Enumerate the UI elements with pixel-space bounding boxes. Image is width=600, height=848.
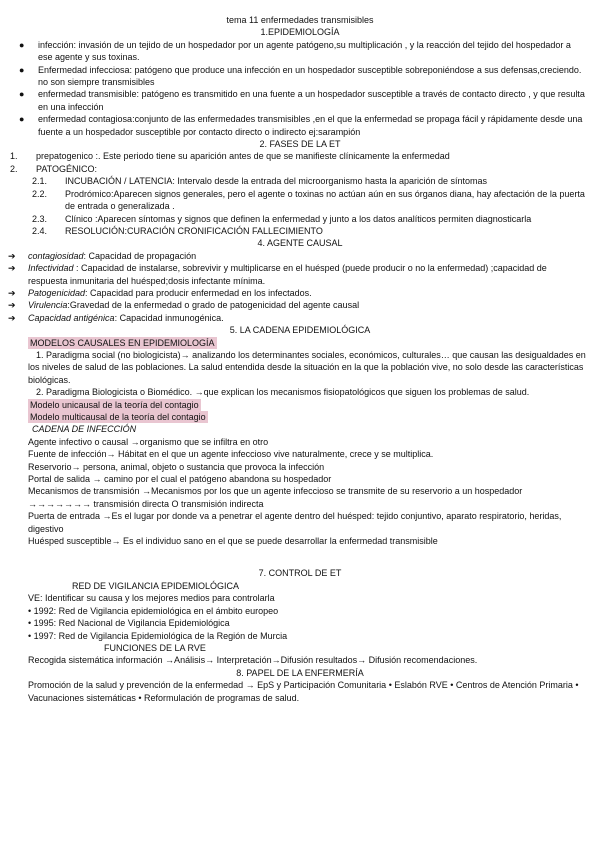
bullet-icon: ● [19,114,25,125]
bullet-icon: ● [19,39,25,50]
list-item: 2.4. RESOLUCIÓN:CURACIÓN CRONIFICACIÓN FALLECIMIENTO [32,225,323,236]
chain-item: Reservorio→ persona, animal, objeto o sustancia que provoca la infección [28,461,325,472]
document-title: tema 11 enfermedades transmisibles [226,15,374,25]
chain-item: Portal de salida → camino por el cual el patógeno abandona su hospedador [28,474,332,485]
paragraph: VE: Identificar su causa y los mejores medios para controlarla [28,593,275,604]
chain-title: CADENA DE INFECCIÓN [32,424,137,435]
list-item: • 1995: Red Nacional de Vigilancia Epidemiológica [28,618,230,629]
paragraph: 1. Paradigma social (no biologicista)→ analizando los determinantes sociales, económicos, culturales… que causan las desigualdades en los niveles de salud de las poblaciones. La salud entendida desde la situación en la que la población vive, no solo desde las características biológicas. [28,349,586,385]
subheading: FUNCIONES DE LA RVE [104,642,206,653]
arrow-icon: ➔ [8,250,16,261]
list-item: ➔ Capacidad antigénica: Capacidad inmunogénica. [8,312,224,323]
arrow-icon: ➔ [8,263,16,274]
section-1-heading: 1.EPIDEMIOLOGÍA [260,27,340,38]
list-item: 2.1. INCUBACIÓN / LATENCIA: Intervalo desde la entrada del microorganismo hasta la aparición de síntomas [32,176,488,187]
section-8-heading: 8. PAPEL DE LA ENFERMERÍA [236,667,364,678]
list-item: 2.3. Clínico :Aparecen síntomas y signos que definen la enfermedad y junto a los datos analíticos permiten diagnosticarla [32,213,532,224]
bullet-icon: ● [19,89,25,100]
list-item: ● infección: invasión de un tejido de un hospedador por un agente patógeno,su multiplicación , y la reacción del tejido del hospedador a ese agente y sus toxinas. [19,39,571,63]
list-item: 2.2. Prodrómico:Aparecen signos generales, pero el agente o toxinas no actúan aún en sus órganos diana, hay afectación de la puerta de entrada o generalizada . [32,188,585,212]
paragraph: 2. Paradigma Biologicista o Biomédico. →que explican los mecanismos fisiopatológicos que siguen los problemas de salud. [36,387,530,398]
document-page [0,14,600,704]
highlighted-title: MODELOS CAUSALES EN EPIDEMIOLOGÍA [30,337,215,348]
section-4-heading: 4. AGENTE CAUSAL [257,238,343,249]
list-item: • 1992: Red de Vigilancia epidemiológica en el ámbito europeo [28,605,279,616]
chain-item: Huésped susceptible→ Es el individuo sano en el que se puede desarrollar la enfermedad transmisible [28,536,438,547]
chain-item: Puerta de entrada →Es el lugar por donde va a penetrar el agente dentro del huésped: tejido conjuntivo, aparato respiratorio, heridas, digestivo [28,511,562,534]
bullet-icon: ● [19,64,25,75]
arrow-icon: ➔ [8,300,16,311]
list-item: • 1997: Red de Vigilancia Epidemiológica de la Región de Murcia [28,630,288,641]
paragraph: Recogida sistemática información →Análisis→ Interpretación→Difusión resultados→ Difusión recomendaciones. [28,655,478,666]
list-item: ● Enfermedad infecciosa: patógeno que produce una infección en un hospedador susceptible sobreponiéndose a sus defensas,creciendo. no son siempre transmisibles [19,64,582,88]
paragraph: Promoción de la salud y prevención de la enfermedad → EpS y Participación Comunitaria • Eslabón RVE • Centros de Atención Primaria • Vacunaciones sistemáticas • Reformulación de programas de salud. [28,680,579,703]
section-2-heading: 2. FASES DE LA ET [259,139,341,150]
list-item: ➔ contagiosidad: Capacidad de propagación [8,250,197,261]
list-item: ➔ Infectividad : Capacidad de instalarse, sobrevivir y multiplicarse en el huésped (puede producir o no la enfermedad) ;capacidad de respuesta inmunitaria del huésped;dosis infectante mínima. [8,263,547,286]
subheading: RED DE VIGILANCIA EPIDEMIOLÓGICA [72,580,240,591]
chain-item: Mecanismos de transmisión →Mecanismos por los que un agente infeccioso se transmite de su reservorio a un hospedador →→→→→→→ transmisión directa O transmisión indirecta [28,486,523,509]
highlighted-model: Modelo unicausal de la teoría del contagio [30,399,199,410]
section-7-heading: 7. CONTROL DE ET [258,568,342,579]
list-item: ● enfermedad contagiosa:conjunto de las enfermedades transmisibles ,en el que la enfermedad se propaga fácil y rápidamente desde una fuente a un hospedador susceptible por contacto directo o indirecto ej:sarampión [19,114,583,137]
list-item: ● enfermedad transmisible: patógeno es transmitido en una fuente a un hospedador susceptible a través de contacto directo , y que resulta en una infección [19,89,585,112]
list-item: ➔ Virulencia:Gravedad de la enfermedad o grado de patogenicidad del agente causal [8,300,360,311]
chain-item: Fuente de infección→ Hábitat en el que un agente infeccioso vive naturalmente, crece y se multiplica. [28,449,434,460]
section-5-heading: 5. LA CADENA EPIDEMIOLÓGICA [229,325,371,336]
list-item: 1. prepatogenico :. Este periodo tiene su aparición antes de que se manifieste clínicamente la enfermedad [10,151,450,162]
arrow-icon: ➔ [8,312,16,323]
arrow-icon: ➔ [8,287,16,298]
chain-item: Agente infectivo o causal →organismo que se infiltra en otro [28,436,269,447]
list-item: 2. PATOGÉNICO: [10,163,98,174]
list-item: ➔ Patogenicidad: Capacidad para producir enfermedad en los infectados. [8,287,312,298]
highlighted-model: Modelo multicausal de la teoría del contagio [30,412,206,422]
